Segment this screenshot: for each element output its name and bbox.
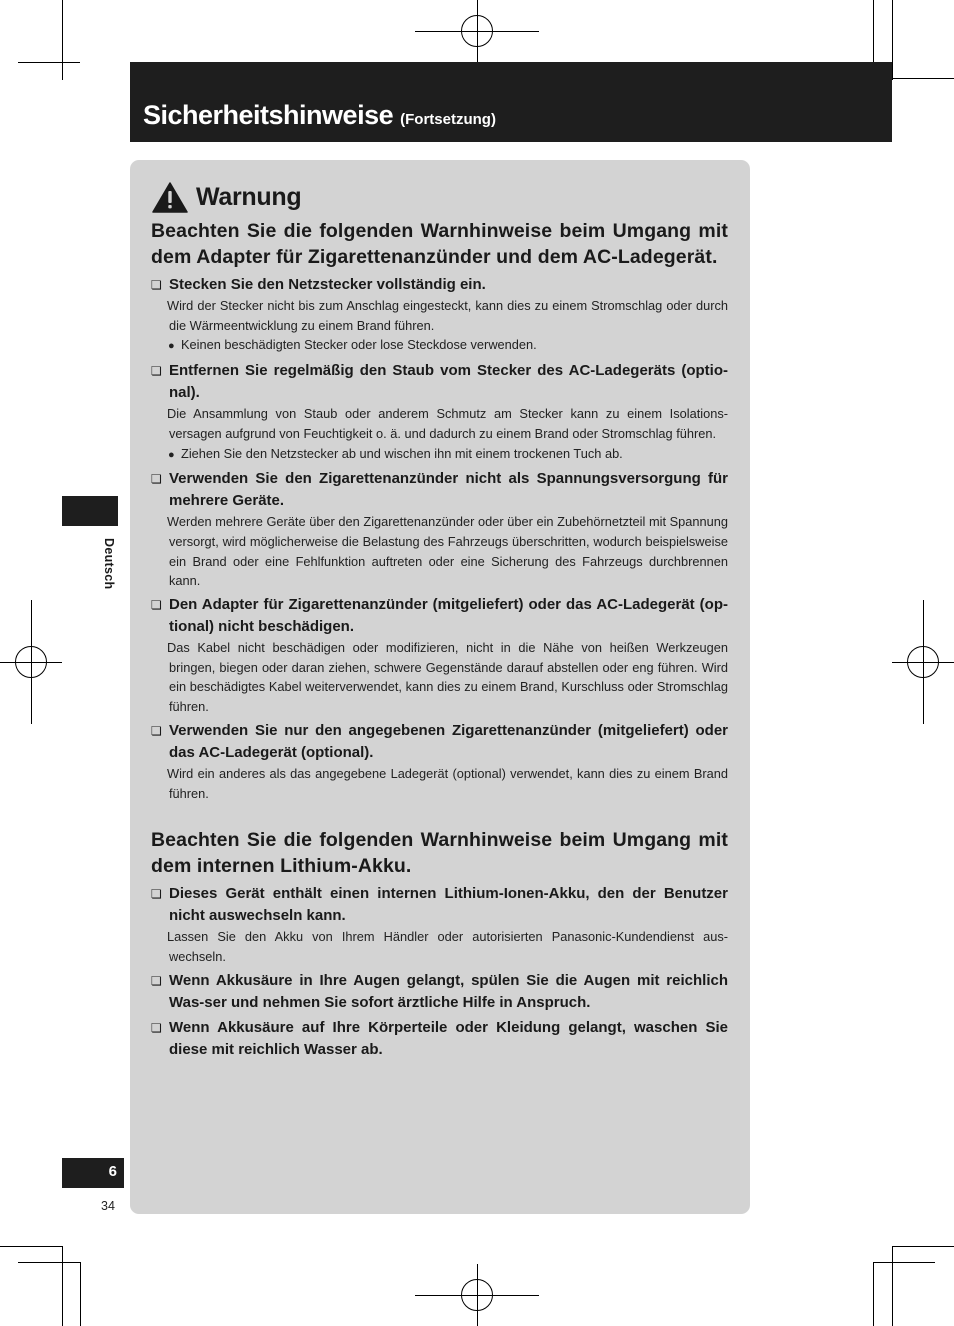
language-label: Deutsch xyxy=(102,538,116,590)
item-body: Werden mehrere Geräte über den Zigarettenanzünder oder über ein Zubehörnetzteil mit Spannung versorgt, wird möglicherweise die Belastung des Fahrzeugs überschritten, wodurch beispielsweise ein Brand oder eine Fehlfunktion auftreten oder eine Sicherung des Fahrzeugs durchbrennen kann. xyxy=(167,514,728,589)
section-title: Beachten Sie die folgenden Warnhinweise beim Umgang mit dem internen Lithium-Akku. xyxy=(151,829,728,878)
item-body: Das Kabel nicht beschädigen oder modifizieren, nicht in die Nähe von heißen Werkzeugen bringen, biegen oder daran ziehen, schwere Gegenstände darauf abstellen oder eng führen. Wird ein beschädigtes Kabel weiterverwendet, kann dies zu einem Brand, Kurschluss oder Stromschlag führen. xyxy=(167,640,728,715)
item-heading: ❏ Verwenden Sie den Zigarettenanzünder nicht als Spannungsversorgung für mehrere Geräte. xyxy=(151,470,728,510)
checkbox-square-icon: ❏ xyxy=(151,1020,162,1035)
page-number: 34 xyxy=(101,1199,115,1213)
language-tab xyxy=(62,496,118,526)
item-heading: ❏ Wenn Akkusäure auf Ihre Körperteile oder Kleidung gelangt, waschen Sie diese mit reichlich Wasser ab. xyxy=(151,1018,728,1058)
chapter-number: 6 xyxy=(108,1163,117,1180)
list-item xyxy=(151,720,728,803)
item-heading: ❏ Den Adapter für Zigarettenanzünder (mitgeliefert) oder das AC-Ladegerät (op-tional) nicht beschädigen. xyxy=(151,596,728,636)
item-bullet: ● Ziehen Sie den Netzstecker ab und wischen ihn mit einem trockenen Tuch ab. xyxy=(151,444,728,466)
item-bullet: ● Keinen beschädigten Stecker oder lose Steckdose verwenden. xyxy=(151,335,728,357)
chapter-tab xyxy=(62,1158,124,1188)
list-item xyxy=(151,468,728,591)
warning-panel xyxy=(130,160,750,1214)
item-body: Wird der Stecker nicht bis zum Anschlag eingesteckt, kann dies zu einem Stromschlag oder durch die Wärmeentwicklung zu einem Brand führen. xyxy=(167,298,728,333)
item-heading: ❏ Entfernen Sie regelmäßig den Staub vom Stecker des AC-Ladegeräts (optio-nal). xyxy=(151,362,728,402)
warning-heading xyxy=(152,180,301,214)
bullet-dot-icon: ● xyxy=(168,448,175,461)
warning-triangle-icon xyxy=(152,182,188,213)
checkbox-square-icon: ❏ xyxy=(151,472,162,487)
warning-title: Warnung xyxy=(196,182,302,211)
item-heading: ❏ Dieses Gerät enthält einen internen Lithium-Ionen-Akku, den der Benutzer nicht auswechseln kann. xyxy=(151,885,728,925)
checkbox-square-icon: ❏ xyxy=(151,598,162,613)
list-item xyxy=(151,274,728,357)
item-body: Lassen Sie den Akku von Ihrem Händler oder autorisierten Panasonic-Kundendienst aus-wechseln. xyxy=(167,929,728,964)
section-title: Beachten Sie die folgenden Warnhinweise beim Umgang mit dem Adapter für Zigarettenanzünder und dem AC-Ladegerät. xyxy=(151,220,728,268)
checkbox-square-icon: ❏ xyxy=(151,973,162,988)
item-body: Die Ansammlung von Staub oder anderem Schmutz am Stecker kann zu einem Isolations-versagen aufgrund von Feuchtigkeit o. ä. und dadurch zu einem Brand oder Stromschlag führen. xyxy=(167,406,728,441)
list-item xyxy=(151,970,728,1014)
item-body: Wird ein anderes als das angegebene Ladegerät (optional) verwendet, kann dies zu einem Brand führen. xyxy=(167,765,728,801)
item-heading: ❏ Verwenden Sie nur den angegebenen Zigarettenanzünder (mitgeliefert) oder das AC-Ladegerät (optional). xyxy=(151,721,728,761)
header-bar xyxy=(130,62,892,142)
list-item xyxy=(151,360,728,465)
item-heading: ❏ Stecken Sie den Netzstecker vollständig ein. xyxy=(151,274,728,296)
list-item xyxy=(151,594,728,717)
bullet-dot-icon: ● xyxy=(168,340,175,353)
list-item xyxy=(151,1017,728,1061)
page-title-text: Sicherheitshinweise xyxy=(143,100,394,130)
page-subtitle: (Fortsetzung) xyxy=(400,111,496,128)
checkbox-square-icon: ❏ xyxy=(151,887,162,902)
item-heading: ❏ Wenn Akkusäure in Ihre Augen gelangt, spülen Sie die Augen mit reichlich Was-ser und nehmen Sie sofort ärztliche Hilfe in Anspruch. xyxy=(151,971,728,1011)
checkbox-square-icon: ❏ xyxy=(151,278,162,292)
list-item xyxy=(151,883,728,966)
page-title xyxy=(143,100,496,131)
checkbox-square-icon: ❏ xyxy=(151,723,162,738)
warning-content xyxy=(151,218,728,1064)
checkbox-square-icon: ❏ xyxy=(151,364,162,379)
